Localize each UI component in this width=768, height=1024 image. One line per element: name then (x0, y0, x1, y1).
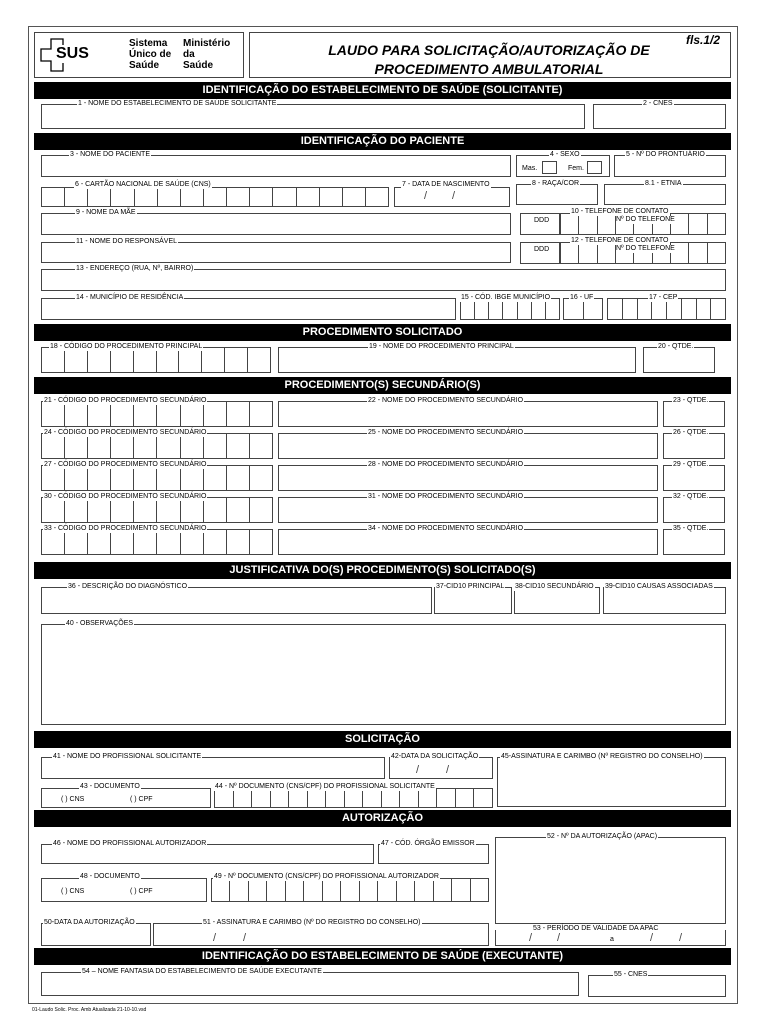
ministerio-text: Ministério da Saúde (183, 38, 231, 71)
label-40: 40 - OBSERVAÇÕES (66, 620, 134, 627)
label-11: 11 - NOME DO RESPONSÁVEL (76, 238, 178, 245)
label-15: 15 - CÓD. IBGE MUNICÍPIO (461, 294, 551, 301)
cid10-associated-field[interactable] (603, 587, 726, 614)
label-42: 42-DATA DA SOLICITAÇÃO (391, 753, 479, 760)
label-55: 55 - CNES (614, 971, 648, 978)
form-title: LAUDO PARA SOLICITAÇÃO/AUTORIZAÇÃO DE PROCEDIMENTO AMBULATORIAL (328, 42, 650, 77)
label-53: 53 - PERÍODO DE VALIDADE DA APAC (533, 925, 659, 932)
date-separator: / (416, 764, 420, 776)
ddd-label: DDD (534, 246, 550, 253)
date-separator: / (213, 932, 217, 944)
label-6: 6 - CARTÃO NACIONAL DE SAÚDE (CNS) (75, 181, 211, 188)
label-39: 39-CID10 CAUSAS ASSOCIADAS (605, 583, 713, 590)
label-36: 36 - DESCRIÇÃO DO DIAGNÓSTICO (68, 583, 188, 590)
sec-proc-code-label: 24 - CÓDIGO DO PROCEDIMENTO SECUNDÁRIO (44, 429, 207, 436)
date-separator: / (452, 190, 456, 202)
label-38: 38-CID10 SECUNDÁRIO (515, 583, 594, 590)
auth-doc-option-cns[interactable]: ( ) CNS (61, 888, 85, 895)
validity-range-separator: a (610, 936, 614, 943)
label-3: 3 - NOME DO PACIENTE (70, 151, 150, 158)
label-50: 50-DATA DA AUTORIZAÇÃO (44, 919, 135, 926)
cnes-executante-field[interactable] (588, 975, 726, 997)
sistema-text: Sistema Único de Saúde (129, 38, 172, 71)
section-proc-solicitado: PROCEDIMENTO SOLICITADO (34, 324, 731, 341)
sec-proc-name-label: 31 - NOME DO PROCEDIMENTO SECUNDÁRIO (368, 493, 524, 500)
date-separator: / (243, 932, 247, 944)
label-4: 4 - SEXO (550, 151, 580, 158)
label-16: 16 - UF (570, 294, 594, 301)
sex-fem-checkbox[interactable] (587, 161, 602, 174)
label-13: 13 - ENDEREÇO (RUA, Nº, BAIRRO) (76, 265, 194, 272)
label-5: 5 - Nº DO PRONTUÁRIO (626, 151, 705, 158)
doc-number-field[interactable] (214, 788, 493, 808)
label-48: 48 - DOCUMENTO (80, 873, 140, 880)
date-separator: / (557, 932, 561, 944)
sec-proc-qty-label: 29 - QTDE. (673, 461, 709, 468)
sec-proc-name-label: 22 - NOME DO PROCEDIMENTO SECUNDÁRIO (368, 397, 524, 404)
auth-doc-number-field[interactable] (211, 878, 489, 902)
label-10: 10 - TELEFONE DE CONTATO (571, 208, 669, 215)
label-43: 43 - DOCUMENTO (80, 783, 140, 790)
sec-proc-code-label: 27 - CÓDIGO DO PROCEDIMENTO SECUNDÁRIO (44, 461, 207, 468)
label-47: 47 - CÓD. ÓRGÃO EMISSOR (381, 840, 475, 847)
cid10-main-field[interactable] (434, 587, 512, 614)
date-separator: / (679, 932, 683, 944)
page-ref: fls.1/2 (686, 33, 721, 47)
label-14: 14 - MUNICÍPIO DE RESIDÊNCIA (76, 294, 184, 301)
section-paciente: IDENTIFICAÇÃO DO PACIENTE (34, 133, 731, 150)
date-separator: / (529, 932, 533, 944)
sex-mas-checkbox[interactable] (542, 161, 557, 174)
label-12: 12 - TELEFONE DE CONTATO (571, 237, 669, 244)
label-37: 37-CID10 PRINCIPAL (436, 583, 505, 590)
label-51: 51 - ASSINATURA E CARIMBO (Nº DO REGISTRO DO CONSELHO) (203, 919, 421, 926)
label-18: 18 - CÓDIGO DO PROCEDIMENTO PRINCIPAL (50, 343, 203, 350)
diagnosis-field[interactable] (41, 587, 432, 614)
section-estab-executante: IDENTIFICAÇÃO DO ESTABELECIMENTO DE SAÚDE (EXECUTANTE) (34, 948, 731, 965)
label-9: 9 - NOME DA MÃE (76, 209, 136, 216)
doc-option-cpf[interactable]: ( ) CPF (130, 796, 153, 803)
ddd-label: DDD (534, 217, 550, 224)
footer-note: 01-Laudo Solic. Proc. Amb Atualizada 21-10-10.vsd (32, 1007, 147, 1013)
label-7: 7 - DATA DE NASCIMENTO (402, 181, 490, 188)
sec-proc-code-label: 30 - CÓDIGO DO PROCEDIMENTO SECUNDÁRIO (44, 493, 207, 500)
label-1: 1 - NOME DO ESTABELECIMENTO DE SAÚDE SOLICITANTE (78, 100, 277, 107)
doc-option-cns[interactable]: ( ) CNS (61, 796, 85, 803)
cns-field[interactable] (41, 187, 389, 207)
sec-proc-code-label: 33 - CÓDIGO DO PROCEDIMENTO SECUNDÁRIO (44, 525, 207, 532)
sec-proc-qty-label: 26 - QTDE. (673, 429, 709, 436)
label-8-1: 8.1 - ETNIA (645, 180, 682, 187)
label-54: 54 – NOME FANTASIA DO ESTABELECIMENTO DE SAÚDE EXECUTANTE (82, 968, 322, 975)
section-autorizacao: AUTORIZAÇÃO (34, 810, 731, 827)
label-17: 17 - CEP (649, 294, 678, 301)
label-49: 49 - Nº DOCUMENTO (CNS/CPF) DO PROFISSIONAL AUTORIZADOR (214, 873, 439, 880)
section-solicitacao: SOLICITAÇÃO (34, 731, 731, 748)
sec-proc-qty-label: 35 - QTDE. (673, 525, 709, 532)
label-52: 52 - Nº DA AUTORIZAÇÃO (APAC) (547, 833, 658, 840)
date-separator: / (650, 932, 654, 944)
label-2: 2 - CNES (643, 100, 673, 107)
date-separator: / (446, 764, 450, 776)
sec-proc-qty-label: 23 - QTDE. (673, 397, 709, 404)
label-19: 19 - NOME DO PROCEDIMENTO PRINCIPAL (369, 343, 514, 350)
signature-solicitante-field[interactable] (497, 757, 726, 807)
apac-number-field[interactable] (495, 837, 726, 924)
sec-proc-qty-label: 32 - QTDE. (673, 493, 709, 500)
sec-proc-name-label: 34 - NOME DO PROCEDIMENTO SECUNDÁRIO (368, 525, 524, 532)
section-estab-solicitante: IDENTIFICAÇÃO DO ESTABELECIMENTO DE SAÚDE (SOLICITANTE) (34, 82, 731, 99)
auth-doc-option-cpf[interactable]: ( ) CPF (130, 888, 153, 895)
date-separator: / (424, 190, 428, 202)
observations-field[interactable] (41, 624, 726, 725)
phone-number-label: Nº DO TELEFONE (616, 245, 675, 252)
phone-number-label: Nº DO TELEFONE (616, 216, 675, 223)
sec-proc-code-label: 21 - CÓDIGO DO PROCEDIMENTO SECUNDÁRIO (44, 397, 207, 404)
sec-proc-name-label: 25 - NOME DO PROCEDIMENTO SECUNDÁRIO (368, 429, 524, 436)
sex-mas-label: Mas. (522, 165, 538, 172)
label-46: 46 - NOME DO PROFISSIONAL AUTORIZADOR (53, 840, 207, 847)
sus-logo-text: SUS (56, 45, 89, 62)
label-41: 41 - NOME DO PROFISSIONAL SOLICITANTE (53, 753, 202, 760)
label-20: 20 - QTDE. (658, 343, 694, 350)
label-44: 44 - Nº DOCUMENTO (CNS/CPF) DO PROFISSIONAL SOLICITANTE (215, 783, 435, 790)
cid10-secondary-field[interactable] (514, 587, 600, 614)
sec-proc-name-label: 28 - NOME DO PROCEDIMENTO SECUNDÁRIO (368, 461, 524, 468)
section-justificativa: JUSTIFICATIVA DO(S) PROCEDIMENTO(S) SOLICITADO(S) (34, 562, 731, 579)
section-proc-secundarios: PROCEDIMENTO(S) SECUNDÁRIO(S) (34, 377, 731, 394)
label-45: 45-ASSINATURA E CARIMBO (Nº REGISTRO DO CONSELHO) (501, 753, 703, 760)
label-8: 8 - RAÇA/COR (532, 180, 580, 187)
sex-fem-label: Fem. (568, 165, 584, 172)
